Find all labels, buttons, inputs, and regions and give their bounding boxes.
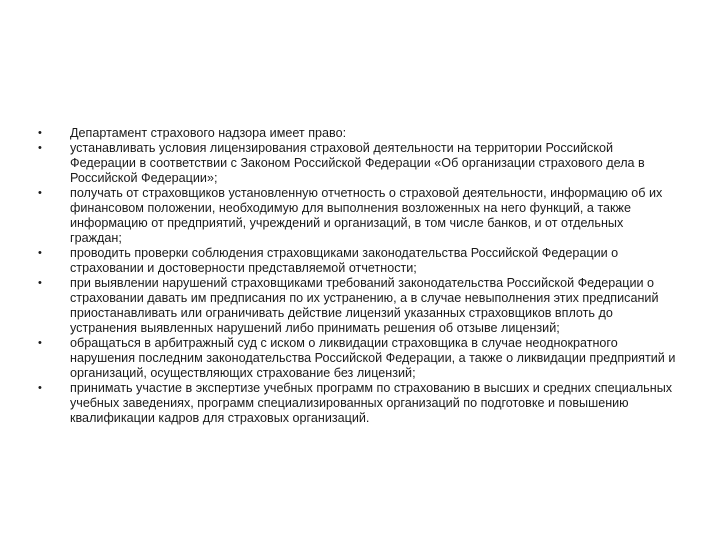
list-item (38, 126, 678, 141)
list-item-text: получать от страховщиков установленную отчетность о страховой деятельности, информацию об их финансовом положении, необходимую для выполнения возложенных на него функций, а также информацию от предприятий, учреждений и организаций, в том числе банков, и от отдельных граждан; (70, 186, 663, 245)
bullet-mark: • (38, 277, 42, 289)
list-item-text: проводить проверки соблюдения страховщиками законодательства Российской Федерации о страховании и достоверности представляемой отчетности; (70, 246, 619, 275)
bullet-mark: • (38, 187, 42, 199)
bullet-mark: • (38, 142, 42, 154)
list-item-text: при выявлении нарушений страховщиками требований законодательства Российской Федерации о страховании давать им предписания по их устранению, а в случае невыполнения этих предписаний приостанавливать или ограничивать действие лицензий указанных страховщиков вплоть до устранения выявленных нарушений либо принимать решения об отзыве лицензий; (70, 276, 659, 335)
bullet-mark: • (38, 337, 42, 349)
list-item-text: принимать участие в экспертизе учебных программ по страхованию в высших и средних специальных учебных заведениях, программ специализированных организаций по подготовке и повышению квалификации кадров для страховых организаций. (70, 381, 673, 425)
list-item (38, 186, 678, 246)
list-item-text: устанавливать условия лицензирования страховой деятельности на территории Российской Федерации в соответствии с Законом Российской Федерации «Об организации страхового дела в Российской Федерации»; (70, 141, 645, 185)
list-item (38, 141, 678, 186)
list-item (38, 381, 678, 426)
bullet-list (38, 126, 678, 426)
bullet-mark: • (38, 382, 42, 394)
list-item (38, 276, 678, 336)
list-item (38, 336, 678, 381)
list-item (38, 246, 678, 276)
list-item-text: Департамент страхового надзора имеет право: (70, 126, 347, 140)
list-item-text: обращаться в арбитражный суд с иском о ликвидации страховщика в случае неоднократного нарушения последним законодательства Российской Федерации, а также о ликвидации предприятий и организаций, осуществляющих страхование без лицензий; (70, 336, 676, 380)
bullet-mark: • (38, 127, 42, 139)
bullet-mark: • (38, 247, 42, 259)
